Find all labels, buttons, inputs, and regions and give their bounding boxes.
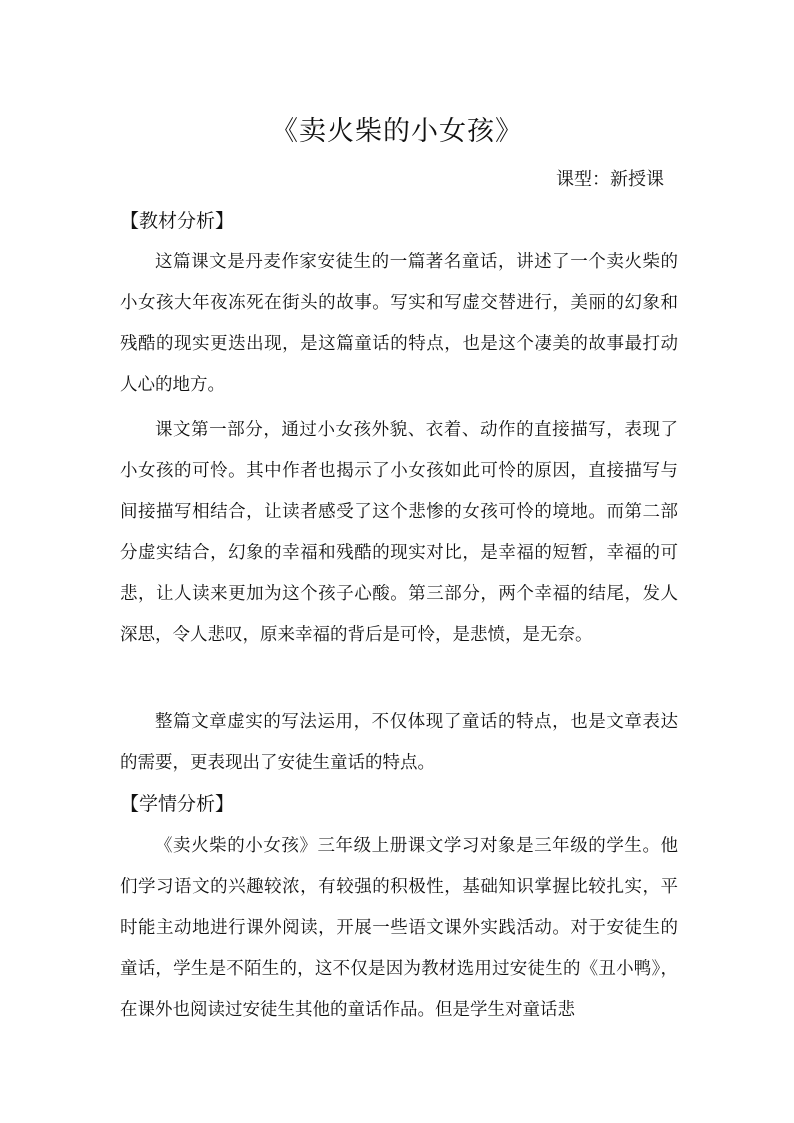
section-heading-student-analysis: 【学情分析】 [120, 793, 235, 815]
paragraph: 整篇文章虚实的写法运用，不仅体现了童话的特点，也是文章表达的需要，更表现出了安徒生童话的特点。 [120, 712, 678, 773]
lesson-type: 课型：新授课 [556, 169, 664, 190]
paragraph: 《卖火柴的小女孩》三年级上册课文学习对象是三年级的学生。他们学习语文的兴趣较浓，有较强的积极性，基础知识掌握比较扎实，平时能主动地进行课外阅读，开展一些语文课外实践活动。对于安徒生的童话，学生是不陌生的，这不仅是因为教材选用过安徒生的《丑小鸭》，在课外也阅读过安徒生其他的童话作品。但是学生对童话悲 [120, 836, 678, 1020]
document-title: 《卖火柴的小女孩》 [271, 116, 523, 147]
paragraph: 课文第一部分，通过小女孩外貌、衣着、动作的直接描写，表现了小女孩的可怜。其中作者也揭示了小女孩如此可怜的原因，直接描写与间接描写相结合，让读者感受了这个悲惨的女孩可怜的境地。而第二部分虚实结合，幻象的幸福和残酷的现实对比，是幸福的短暂，幸福的可悲，让人读来更加为这个孩子心酸。第三部分，两个幸福的结尾，发人深思，令人悲叹，原来幸福的背后是可怜，是悲愤，是无奈。 [120, 420, 678, 645]
paragraph: 这篇课文是丹麦作家安徒生的一篇著名童话，讲述了一个卖火柴的小女孩大年夜冻死在街头的故事。写实和写虚交替进行，美丽的幻象和残酷的现实更迭出现，是这篇童话的特点，也是这个凄美的故事最打动人心的地方。 [120, 252, 678, 395]
section-heading-textbook-analysis: 【教材分析】 [120, 210, 235, 232]
